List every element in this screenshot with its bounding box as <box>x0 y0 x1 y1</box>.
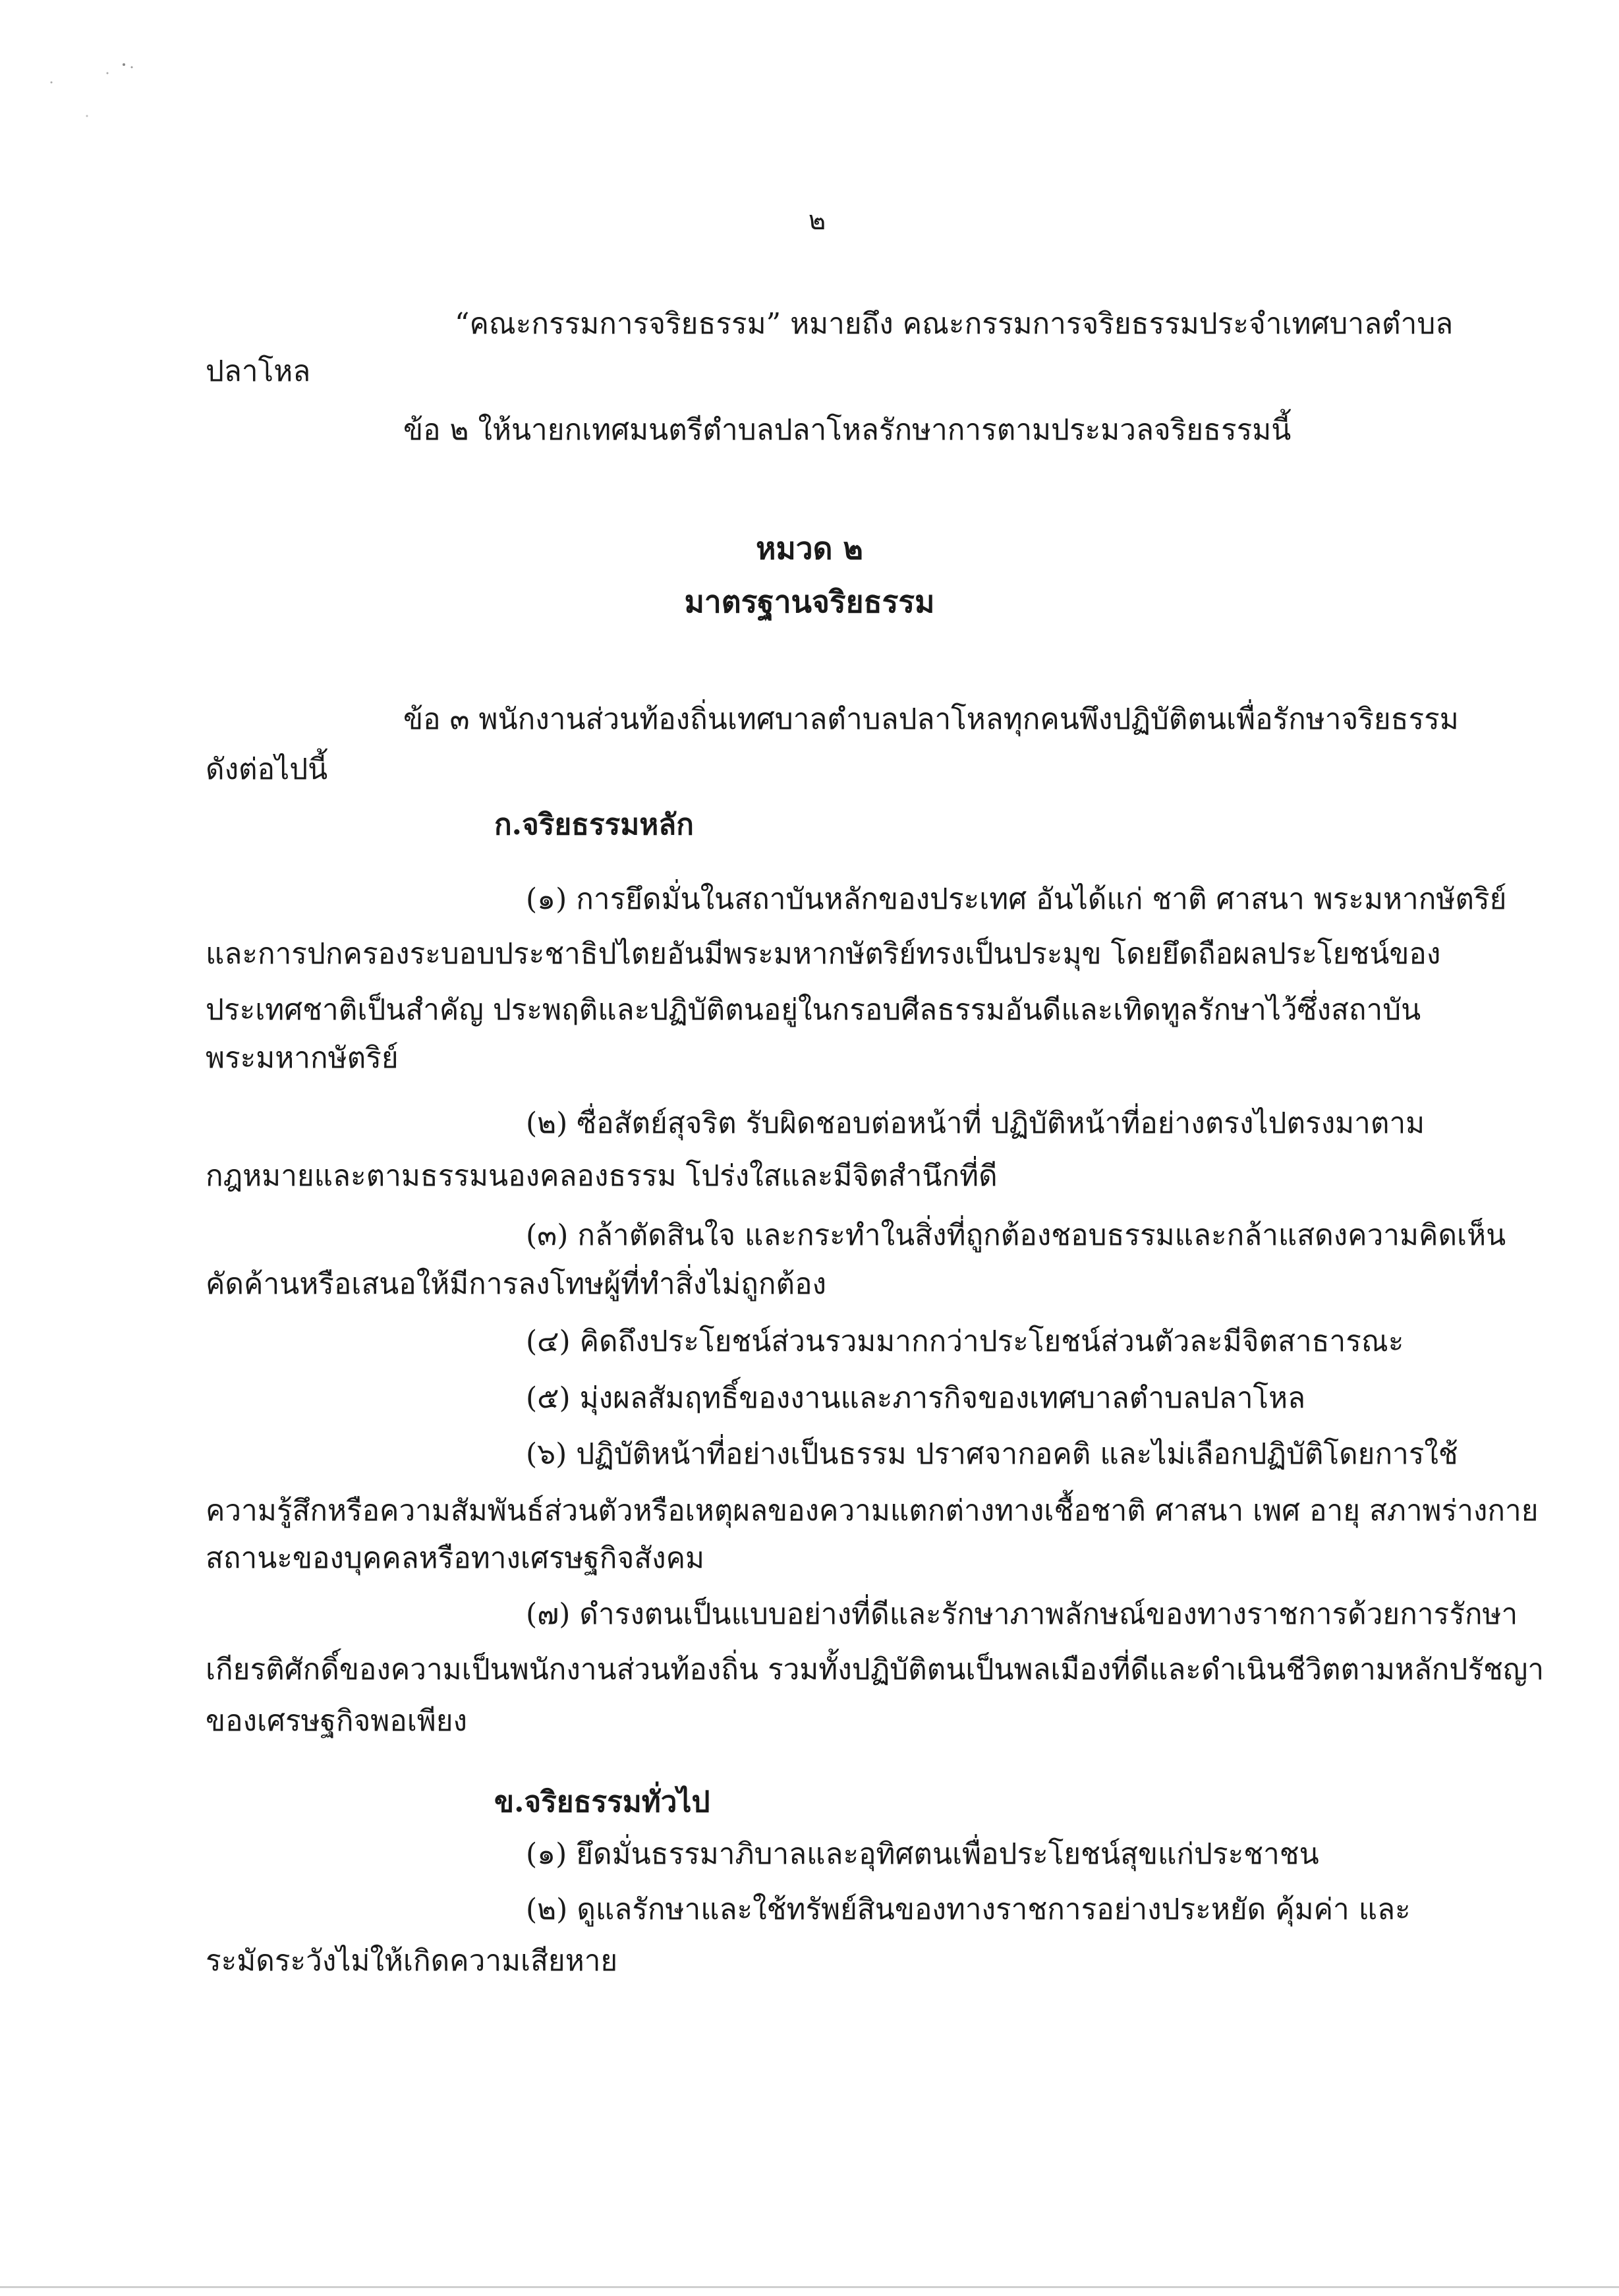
item-a3-line-2: คัดค้านหรือเสนอให้มีการลงโทษผู้ที่ทำสิ่งไม่ถูกต้อง <box>206 1267 826 1301</box>
page-number: ๒ <box>808 206 826 236</box>
section-b-heading: ข.จริยธรรมทั่วไป <box>494 1785 710 1819</box>
item-a6-line-3: สถานะของบุคคลหรือทางเศรษฐกิจสังคม <box>206 1541 705 1575</box>
item-b2-line-1: (๒) ดูแลรักษาและใช้ทรัพย์สินของทางราชการอย่างประหยัด คุ้มค่า และ <box>526 1893 1411 1926</box>
item-a5: (๕) มุ่งผลสัมฤทธิ์ของงานและภารกิจของเทศบาลตำบลปลาโหล <box>526 1381 1306 1415</box>
scan-bottom-edge <box>0 2286 1619 2288</box>
definition-line-1: “คณะกรรมการจริยธรรม” หมายถึง คณะกรรมการจริยธรรมประจำเทศบาลตำบล <box>455 307 1454 341</box>
item-a1-line-4: พระมหากษัตริย์ <box>206 1041 399 1075</box>
item-a7-line-3: ของเศรษฐกิจพอเพียง <box>206 1704 468 1738</box>
clause-3-line-2: ดังต่อไปนี้ <box>206 753 328 786</box>
item-a1-line-3: ประเทศชาติเป็นสำคัญ ประพฤติและปฏิบัติตนอยู่ในกรอบศีลธรรมอันดีและเทิดทูลรักษาไว้ซึ่งสถาบัน <box>206 993 1421 1027</box>
item-a4: (๔) คิดถึงประโยชน์ส่วนรวมมากกว่าประโยชน์ส่วนตัวละมีจิตสาธารณะ <box>526 1325 1404 1358</box>
chapter-heading: หมวด ๒ <box>756 531 863 566</box>
item-b2-line-2: ระมัดระวังไม่ให้เกิดความเสียหาย <box>206 1944 618 1978</box>
clause-2: ข้อ ๒ ให้นายกเทศมนตรีตำบลปลาโหลรักษาการตามประมวลจริยธรรมนี้ <box>403 413 1292 447</box>
item-a6-line-2: ความรู้สึกหรือความสัมพันธ์ส่วนตัวหรือเหตุผลของความแตกต่างทางเชื้อชาติ ศาสนา เพศ อายุ สภาพร่างกาย <box>206 1494 1539 1528</box>
item-a6-line-1: (๖) ปฏิบัติหน้าที่อย่างเป็นธรรม ปราศจากอคติ และไม่เลือกปฏิบัติโดยการใช้ <box>526 1437 1458 1471</box>
item-a7-line-1: (๗) ดำรงตนเป็นแบบอย่างที่ดีและรักษาภาพลักษณ์ของทางราชการด้วยการรักษา <box>526 1597 1518 1631</box>
item-b1: (๑) ยึดมั่นธรรมาภิบาลและอุทิศตนเพื่อประโยชน์สุขแก่ประชาชน <box>526 1837 1319 1871</box>
clause-3-line-1: ข้อ ๓ พนักงานส่วนท้องถิ่นเทศบาลตำบลปลาโหลทุกคนพึงปฏิบัติตนเพื่อรักษาจริยธรรม <box>403 703 1459 736</box>
item-a3-line-1: (๓) กล้าตัดสินใจ และกระทำในสิ่งที่ถูกต้องชอบธรรมและกล้าแสดงความคิดเห็น <box>526 1219 1506 1252</box>
item-a1-line-2: และการปกครองระบอบประชาธิปไตยอันมีพระมหากษัตริย์ทรงเป็นประมุข โดยยึดถือผลประโยชน์ของ <box>206 937 1441 971</box>
item-a1-line-1: (๑) การยึดมั่นในสถาบันหลักของประเทศ อันได้แก่ ชาติ ศาสนา พระมหากษัตริย์ <box>526 882 1507 916</box>
definition-line-2: ปลาโหล <box>206 355 311 388</box>
item-a2-line-2: กฎหมายและตามธรรมนองคลองธรรม โปร่งใสและมีจิตสำนึกที่ดี <box>206 1159 998 1193</box>
item-a2-line-1: (๒) ซื่อสัตย์สุจริต รับผิดชอบต่อหน้าที่ ปฏิบัติหน้าที่อย่างตรงไปตรงมาตาม <box>526 1106 1425 1140</box>
section-a-heading: ก.จริยธรรมหลัก <box>494 808 694 842</box>
scan-specks <box>40 53 158 125</box>
chapter-title: มาตรฐานจริยธรรม <box>684 584 935 619</box>
item-a7-line-2: เกียรติศักดิ์ของความเป็นพนักงานส่วนท้องถิ่น รวมทั้งปฏิบัติตนเป็นพลเมืองที่ดีและดำเนินชีวิตตามหลักปรัชญา <box>206 1653 1545 1686</box>
